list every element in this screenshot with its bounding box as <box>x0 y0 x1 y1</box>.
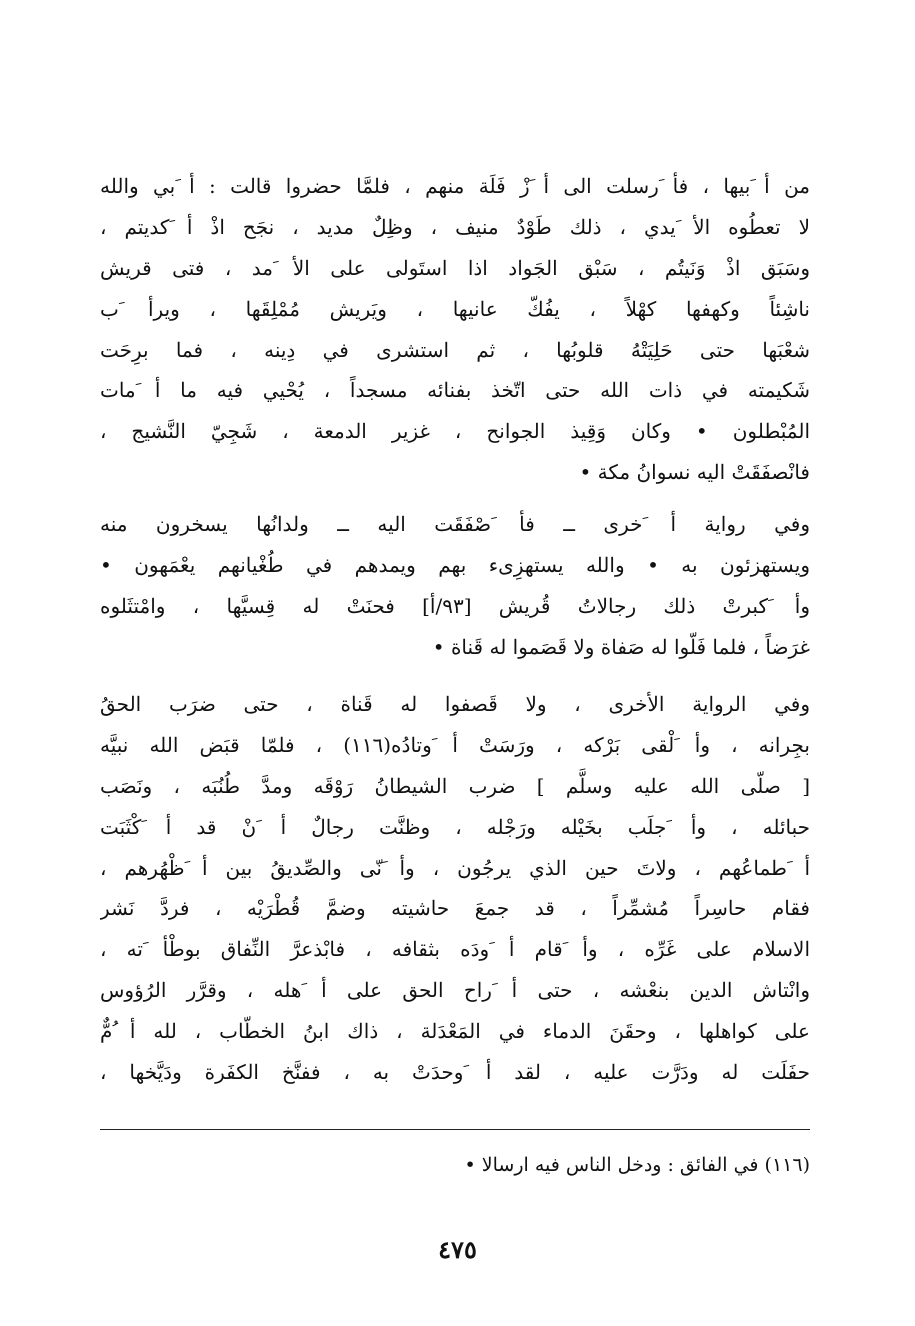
text-line: على كواهلها ، وحقَنَ الدماء في المَعْدَلة ، ذاك ابنُ الخطّاب ، لله أ ُمٌّ <box>100 1019 810 1044</box>
text-line: فانْصفَقَتْ اليه نسوانُ مكة • <box>579 460 810 485</box>
text-line: وفي الرواية الأخرى ، ولا قَصفوا له قَناة ، حتى ضرَب الحقُ <box>100 692 810 716</box>
text-line: شعْبَها حتى حَلِيَتْهُ قلوبُها ، ثم استشرى في دِينه ، فما برِحَت <box>100 337 810 362</box>
text-line: ويستهزئون به • والله يستهزِىء بهم ويمدهم في طُغْيانهم يعْمَهون • <box>100 552 810 577</box>
text-line: الاسلام على غَرِّه ، وأ َقام أ َودَه بثقافه ، فابْذعرَّ النِّفاق بوطْأ َته ، <box>100 937 810 962</box>
page-number: ٤٧٥ <box>438 1235 477 1264</box>
paragraph-3 <box>100 684 810 1093</box>
text-line: فقام حاسِراً مُشمِّراً ، قد جمعَ حاشيته وضمَّ قُطْرَيْه ، فردَّ نَشر <box>100 896 810 921</box>
text-line: بجِرانه ، وأ َلْقى بَرْكه ، ورَسَتْ أ َوتادُه(١١٦) ، فلمّا قبَض الله نبيَّه <box>100 732 810 757</box>
text-line: المُبْطلون • وكان وَقِيذ الجوانح ، غزير الدمعة ، شَجِيّ النَّشيج ، <box>100 419 810 444</box>
text-line: من أ َبيها ، فأ َرسلت الى أ َزْ فَلَة منهم ، فلمَّا حضروا قالت : أ َبي والله <box>100 174 810 198</box>
text-line: غرَضاً ، فلما فَلّوا له صَفاة ولا قَصَموا له قَناة • <box>432 634 810 659</box>
text-line: شَكيمته في ذات الله حتى اتّخذ بفنائه مسجداً ، يُحْيي فيه ما أ َمات <box>100 378 810 403</box>
paragraph-2 <box>100 504 810 668</box>
footnote: (١١٦) في الفائق : ودخل الناس فيه ارسالا • <box>464 1154 810 1176</box>
text-line: وأ َكبرتْ ذلك رجالاتُ قُريش [٩٣/أ] فحنَتْ له قِسيَّها ، وامْتثَلوه <box>100 593 810 618</box>
text-line: لا تعطُوه الأ َيدي ، ذلك طَوْدٌ منيف ، وظِلٌ مديد ، نجَح اذْ أ َكديتم ، <box>100 214 810 239</box>
text-line: [ صلّى الله عليه وسلَّم ] ضرب الشيطانُ رَوْقَه ومدَّ طُنُبَه ، ونَصَب <box>100 773 810 798</box>
text-line: حفَلَت له ودَرَّت عليه ، لقد أ َوحدَتْ به ، ففنَّخ الكفَرة ودَيَّخها ، <box>100 1060 810 1085</box>
text-line: حبائله ، وأ َجلَب بخَيْله ورَجْله ، وظنَّت رجالٌ أ َنْ قد أ َكْثَبَت <box>100 814 810 839</box>
text-line: ناشِئاً وكهفها كهْلاً ، يفُكّ عانيها ، ويَريش مُمْلِقَها ، ويرأ َب <box>100 296 810 321</box>
text-line: وانْتاش الدين بنعْشه ، حتى أ َراح الحق على أ َهله ، وقرَّر الرُؤوس <box>100 978 810 1003</box>
paragraph-1 <box>100 166 810 493</box>
text-line: وسَبَق اذْ وَنَيتُم ، سَبْق الجَواد اذا استَولى على الأ َمد ، فتى قريش <box>100 255 810 280</box>
footnote-divider <box>100 1129 810 1130</box>
text-line: وفي رواية أ َخرى ــ فأ َصْفَقَت اليه ــ ولدانُها يسخرون منه <box>100 512 810 536</box>
text-line: أ َطماعُهم ، ولاتَ حين الذي يرجُون ، وأ َنّى والصِّديقُ بين أ َظْهُرهم ، <box>100 855 810 880</box>
